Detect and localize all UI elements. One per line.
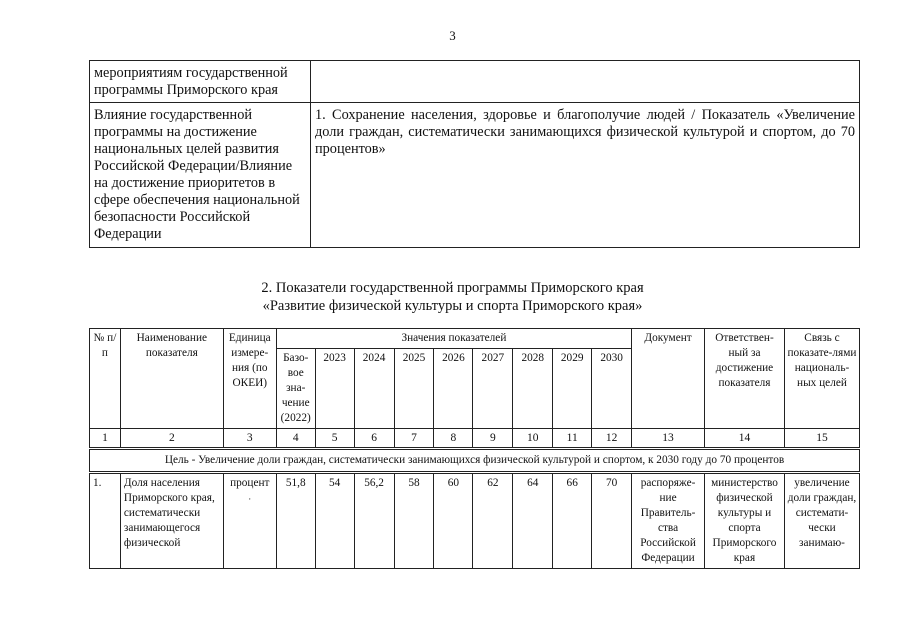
column-number: 2 [120,429,223,449]
section-title-line1: 2. Показатели государственной программы Приморского края [261,280,644,296]
header-year: 2030 [592,349,632,429]
row-unit-text: процент [230,477,270,489]
page-number: 3 [449,28,456,43]
header-year: 2029 [553,349,592,429]
column-number: 4 [276,429,315,449]
column-number: 8 [434,429,473,449]
column-number: 10 [513,429,553,449]
row-base: 51,8 [276,473,315,569]
passport-value: 1. Сохранение населения, здоровье и благополучие людей / Показатель «Увеличение доли граждан, систематически занимающихся физической культурой и спортом, до 70 процентов» [311,103,860,248]
header-values: Значения показателей [276,329,631,349]
passport-value [311,61,860,103]
section-title-line2: «Развитие физической культуры и спорта Приморского края» [262,298,643,314]
passport-row [90,61,860,103]
row-value: 56,2 [354,473,394,569]
row-value: 54 [315,473,354,569]
row-value: 64 [513,473,553,569]
column-number: 14 [705,429,785,449]
column-number: 13 [632,429,705,449]
column-number: 1 [90,429,121,449]
column-number-row [90,429,860,449]
passport-label: Влияние государственной программы на достижение национальных целей развития Российской Федерации/Влияние на достижение приоритетов в сфере обеспечения национальной безопасности Российской Федерации [90,103,311,248]
goal-text: Цель - Увеличение доли граждан, систематически занимающихся физической культурой и спортом, к 2030 году до 70 процентов [90,449,860,473]
column-number: 3 [223,429,276,449]
passport-row [90,103,860,248]
row-responsible: министерство физической культуры и спорта Приморского края [705,473,785,569]
row-unit [223,473,276,569]
row-value: 70 [592,473,632,569]
header-year: 2028 [513,349,553,429]
row-num: 1. [90,473,121,569]
header-num: № п/п [90,329,121,429]
header-year: 2026 [434,349,473,429]
column-number: 12 [592,429,632,449]
indicators-table [89,328,860,569]
column-number: 5 [315,429,354,449]
row-value: 58 [394,473,434,569]
column-number: 11 [553,429,592,449]
header-row [90,329,860,349]
passport-table [89,60,860,248]
goal-row [90,449,860,473]
row-value: 60 [434,473,473,569]
row-value: 62 [473,473,513,569]
header-name: Наименование показателя [120,329,223,429]
row-name: Доля населения Приморского края, систематически занимающегося физической [120,473,223,569]
header-unit: Единица измере-ния (по ОКЕИ) [223,329,276,429]
row-value: 66 [553,473,592,569]
header-year: 2024 [354,349,394,429]
column-number: 9 [473,429,513,449]
header-document: Документ [632,329,705,429]
section-title [0,279,905,315]
column-number: 7 [394,429,434,449]
column-number: 15 [784,429,859,449]
row-unit-mark: · [248,494,252,504]
header-year: 2023 [315,349,354,429]
header-year: 2025 [394,349,434,429]
column-number: 6 [354,429,394,449]
header-link: Связь с показате-лями националь-ных целей [784,329,859,429]
header-responsible: Ответствен-ный за достижение показателя [705,329,785,429]
row-link: увеличение доли граждан, системати-чески занимаю- [784,473,859,569]
row-document: распоряже-ние Правитель-ства Российской Федерации [632,473,705,569]
header-base: Базо-вое зна-чение (2022) [276,349,315,429]
passport-label: мероприятиям государственной программы Приморского края [90,61,311,103]
header-year: 2027 [473,349,513,429]
table-row [90,473,860,569]
